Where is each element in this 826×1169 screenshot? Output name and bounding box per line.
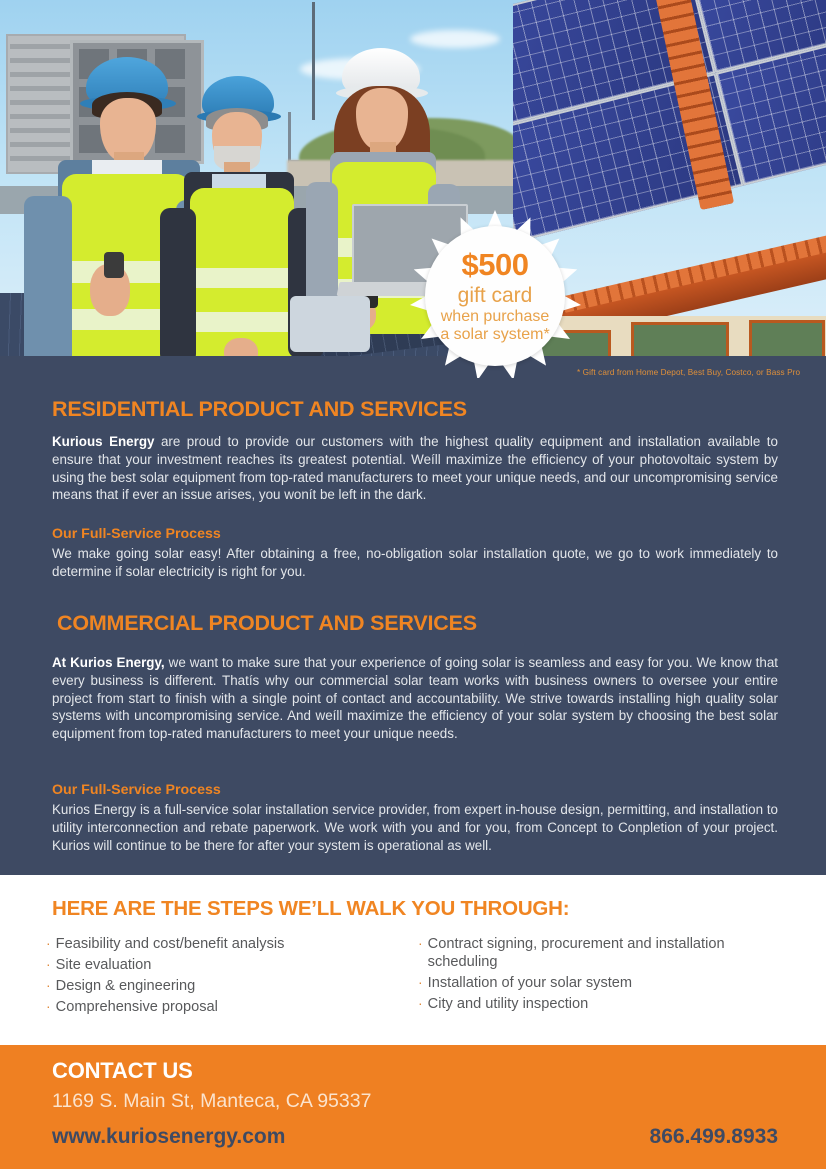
residential-process: We make going solar easy! After obtaining a free, no-obligation solar installation quote, we go to work immediately to determine if solar electricity is right for you. <box>52 546 778 579</box>
bullet-icon: · <box>46 977 51 994</box>
contact-website-link[interactable]: www.kuriosenergy.com <box>52 1125 286 1148</box>
commercial-intro <box>52 654 778 743</box>
residential-intro-rest: are proud to provide our customers with the highest quality equipment and installation available to ensure that your investment reaches its greatest potential. Weíll maximize the efficiency of your photovoltaic system by using the best solar equipment from top-rated manufacturers to meet your unique needs, and our uncompromising service means that if ever an issue arises, you wonít be left in the dark. <box>52 434 778 503</box>
steps-right-column <box>418 935 778 1016</box>
cloud-shape <box>410 30 500 48</box>
contact-footer <box>0 1045 826 1169</box>
list-item-label: Contract signing, procurement and installation scheduling <box>427 936 725 971</box>
cloth-rag <box>290 296 370 352</box>
residential-intro-bold: Kurious Energy <box>52 434 155 449</box>
bullet-icon: · <box>418 935 423 951</box>
gift-card-disclaimer: * Gift card from Home Depot, Best Buy, Costco, or Bass Pro <box>577 368 801 377</box>
list-item-label: Feasibility and cost/benefit analysis <box>55 936 285 952</box>
commercial-intro-bold: At Kurios Energy, <box>52 655 165 670</box>
services-section <box>0 378 826 875</box>
commercial-subheading: Our Full-Service Process <box>52 782 221 798</box>
list-item-label: Comprehensive proposal <box>55 999 218 1016</box>
residential-intro <box>52 433 778 504</box>
list-item <box>46 977 396 995</box>
commercial-heading: COMMERCIAL PRODUCT AND SERVICES <box>57 611 477 635</box>
bullet-icon: · <box>418 974 423 991</box>
steps-section <box>0 875 826 1045</box>
contact-phone-link[interactable]: 866.499.8933 <box>649 1125 778 1148</box>
list-item-label: Design & engineering <box>55 978 196 995</box>
contact-address: 1169 S. Main St, Manteca, CA 95337 <box>52 1090 372 1112</box>
bullet-icon: · <box>418 995 423 1012</box>
hero-section <box>0 0 826 378</box>
list-item <box>418 974 778 992</box>
list-item <box>46 998 396 1016</box>
contact-title: CONTACT US <box>52 1058 193 1083</box>
list-item <box>46 935 396 953</box>
list-item <box>418 935 778 971</box>
bullet-icon: · <box>46 956 51 973</box>
commercial-process: Kurios Energy is a full-service solar installation service provider, from expert in-house design, permitting, and installation to utility interconnection and rebate paperwork. We work with you and for you, from Concept to Conpletion of your project. Kurios will continue to be there for after your system is operational as well. <box>52 802 778 853</box>
commercial-intro-rest: we want to make sure that your experience of going solar is seamless and easy for you. We know that every business is different. Thatís why our commercial solar team works with business owners to oversee your entire project from start to finish with a single point of contact and accountability. We strive towards installing high quality solar systems with uncompromising service. And weíll maximize the efficiency of your solar system by choosing the best solar equipment from top-rated manufacturers to meet your unique needs. <box>52 655 778 742</box>
bullet-icon: · <box>46 935 51 951</box>
residential-subheading: Our Full-Service Process <box>52 526 221 542</box>
list-item-label: Installation of your solar system <box>427 975 633 992</box>
bullet-icon: · <box>46 998 51 1015</box>
gift-card-badge <box>406 207 584 378</box>
badge-line3: a solar system* <box>440 325 550 343</box>
list-item-label: City and utility inspection <box>427 996 589 1013</box>
badge-line2: when purchase <box>440 307 550 325</box>
badge-line1: gift card <box>457 283 533 307</box>
badge-disc <box>425 226 565 366</box>
steps-heading: HERE ARE THE STEPS WE’LL WALK YOU THROUGH: <box>52 897 570 920</box>
list-item <box>46 956 396 974</box>
list-item-label: Site evaluation <box>55 957 152 974</box>
list-item <box>418 995 778 1013</box>
residential-heading: RESIDENTIAL PRODUCT AND SERVICES <box>52 397 467 421</box>
antenna-pole <box>312 2 315 120</box>
badge-amount: $500 <box>461 246 529 282</box>
steps-left-column <box>46 935 396 1019</box>
